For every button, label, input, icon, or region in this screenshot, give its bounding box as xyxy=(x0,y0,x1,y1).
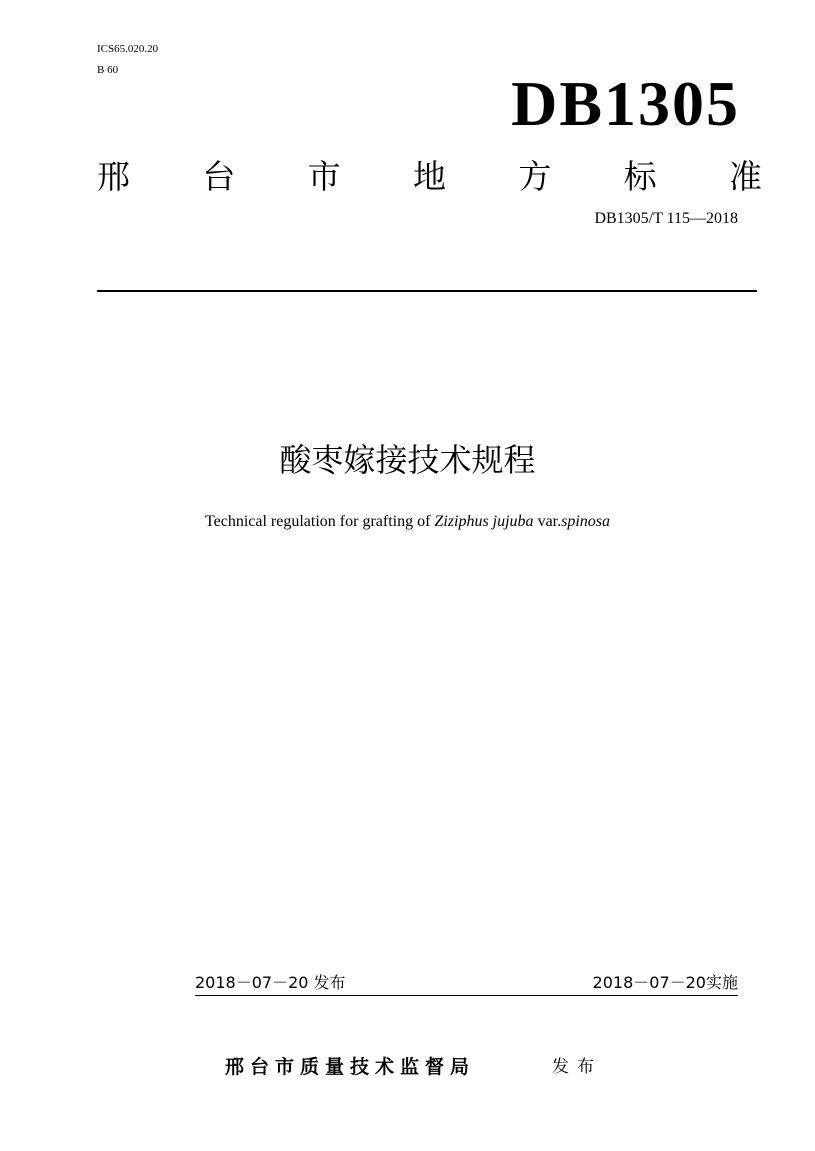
standard-kind-char: 邢 xyxy=(97,157,130,196)
standard-kind xyxy=(97,157,762,196)
english-title-text: Technical regulation for grafting of xyxy=(204,513,435,530)
issue-label: 发布 xyxy=(552,1057,602,1077)
standard-number: DB1305/T 115—2018 xyxy=(594,210,738,227)
standard-kind-char: 方 xyxy=(518,157,552,196)
standard-code: DB1305 xyxy=(511,68,740,139)
publish-date: 2018－07－20 发布 xyxy=(195,973,346,992)
issuing-authority: 邢台市质量技术监督局 xyxy=(225,1056,476,1078)
standard-kind-char: 地 xyxy=(412,157,446,196)
classification-code: B 60 xyxy=(97,64,119,76)
standard-kind-char: 准 xyxy=(728,157,762,196)
header-divider xyxy=(97,290,757,292)
document-title: 酸枣嫁接技术规程 xyxy=(279,441,536,479)
dates-row xyxy=(195,975,738,991)
var-label: var. xyxy=(533,513,562,530)
english-title xyxy=(0,514,815,530)
standard-kind-char: 台 xyxy=(202,157,236,196)
dates-underline xyxy=(195,995,738,996)
species-name: Ziziphus jujuba xyxy=(434,513,534,530)
standard-kind-char: 标 xyxy=(623,157,657,196)
effective-date: 2018－07－20实施 xyxy=(592,973,738,992)
ics-code: ICS65.020.20 xyxy=(97,43,159,55)
standard-kind-char: 市 xyxy=(307,157,341,196)
variety-name: spinosa xyxy=(561,513,611,530)
